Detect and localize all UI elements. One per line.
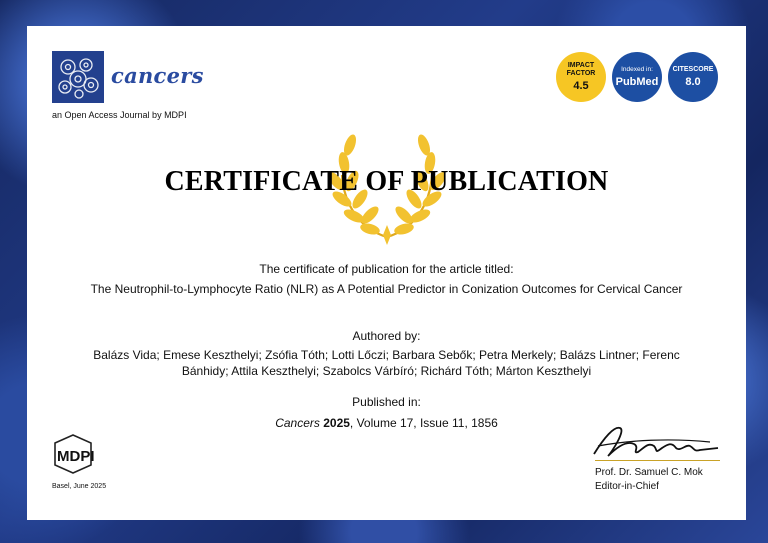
authors-list: Balázs Vida; Emese Keszthelyi; Zsófia Tóth; Lotti Lőczi; Barbara Sebők; Petra Merkely; Balázs Lintner; Ferenc Bánhidy; Attila Keszthelyi; Szabolcs Várbíró; Richárd Tóth; Márton Keszthelyi <box>93 348 680 378</box>
citation-year: 2025 <box>323 416 350 430</box>
article-title: The Neutrophil-to-Lymphocyte Ratio (NLR) as A Potential Predictor in Conization Outcomes for Cervical Cancer <box>90 282 683 296</box>
signature-line <box>595 460 720 461</box>
citescore-badge <box>668 52 718 102</box>
badge-value: 4.5 <box>573 79 589 92</box>
pubmed-badge <box>612 52 662 102</box>
journal-logo-icon <box>52 51 104 103</box>
impact-factor-badge <box>556 52 606 102</box>
badge-value: 8.0 <box>685 75 701 88</box>
citation-journal: Cancers <box>275 416 320 430</box>
signature-icon <box>590 418 722 462</box>
editor-name: Prof. Dr. Samuel C. Mok <box>595 467 703 478</box>
badge-label: CITESCORE <box>672 65 714 73</box>
editor-role: Editor-in-Chief <box>595 481 659 492</box>
badge-value: PubMed <box>615 75 659 88</box>
authored-label: Authored by: <box>352 329 421 343</box>
badge-label: Indexed in: <box>621 65 653 73</box>
place-date: Basel, June 2025 <box>52 483 107 490</box>
published-label: Published in: <box>352 395 421 409</box>
citation-details: , Volume 17, Issue 11, 1856 <box>349 416 498 430</box>
badge-label: IMPACT FACTOR <box>566 61 596 77</box>
intro-text: The certificate of publication for the article titled: <box>259 262 514 276</box>
certificate-paper <box>27 26 746 520</box>
journal-tagline: an Open Access Journal by MDPI <box>52 110 187 120</box>
certificate-title: CERTIFICATE OF PUBLICATION <box>164 166 609 197</box>
mdpi-logo-text: MDPI <box>57 448 95 465</box>
mdpi-logo-icon <box>51 433 115 475</box>
journal-name: cancers <box>111 63 204 88</box>
